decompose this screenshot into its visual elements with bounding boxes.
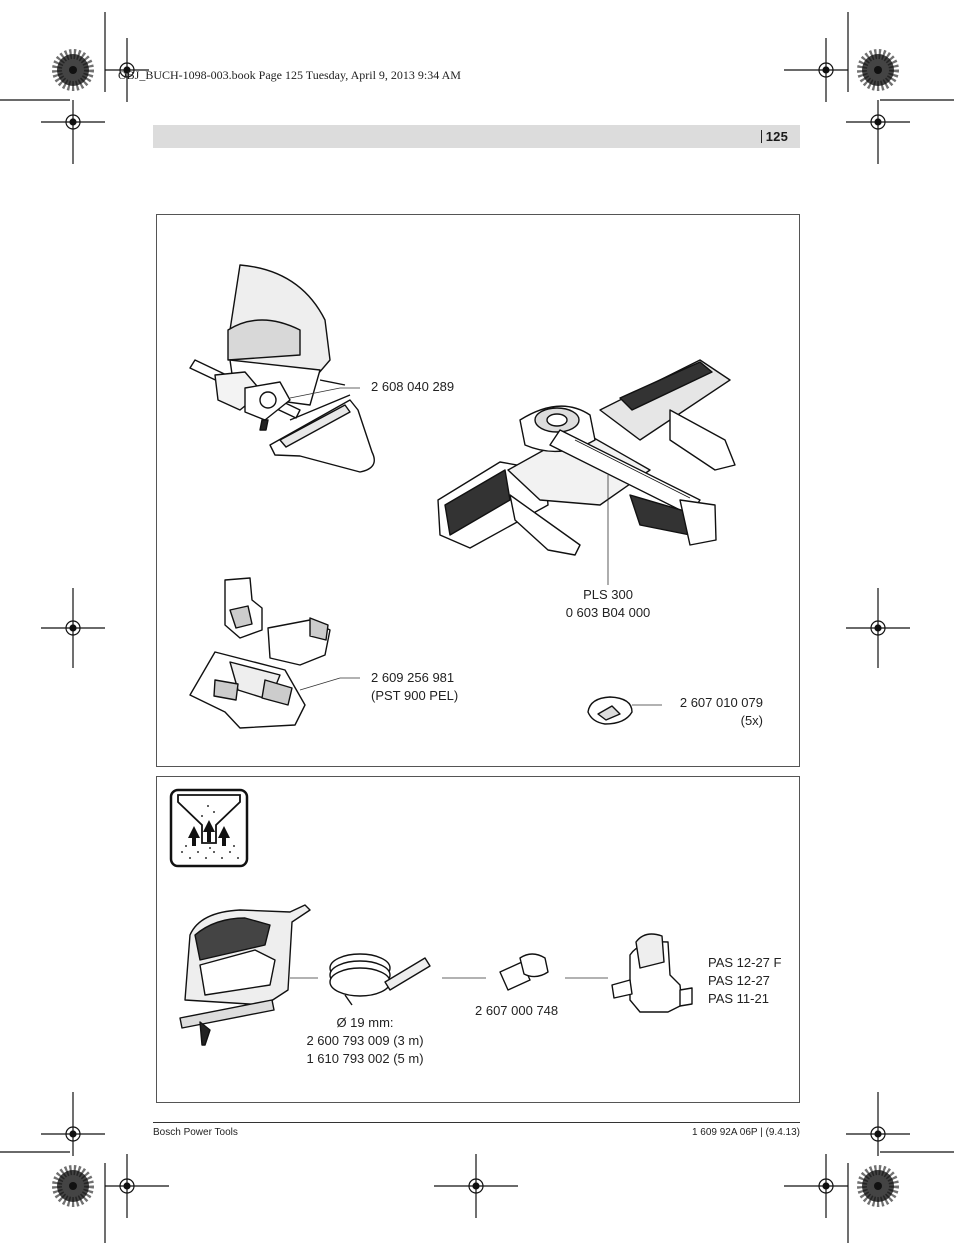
guide-part-number: 2 608 040 289 bbox=[371, 379, 455, 394]
vacuum-model-3: PAS 11-21 bbox=[708, 991, 769, 1006]
hose-3m-number: 2 600 793 009 (3 m) bbox=[306, 1033, 424, 1048]
pls-number: 0 603 B04 000 bbox=[565, 605, 651, 620]
hose-5m-number: 1 610 793 002 (5 m) bbox=[306, 1051, 424, 1066]
hose-diameter: Ø 19 mm: bbox=[336, 1015, 394, 1030]
plate-model: (PST 900 PEL) bbox=[371, 688, 459, 703]
page-number-text: 125 bbox=[765, 129, 788, 144]
footer-brand: Bosch Power Tools bbox=[153, 1127, 238, 1138]
splinter-quantity: (5x) bbox=[740, 713, 763, 728]
adapter-part-number: 2 607 000 748 bbox=[475, 1003, 559, 1018]
plate-part-number: 2 609 256 981 bbox=[371, 670, 455, 685]
splinter-part-number: 2 607 010 079 bbox=[679, 695, 763, 710]
vacuum-model-2: PAS 12-27 bbox=[708, 973, 770, 988]
footer-rule bbox=[153, 1122, 800, 1123]
print-slug: OBJ_BUCH-1098-003.book Page 125 Tuesday, April 9, 2013 9:34 AM bbox=[118, 68, 461, 82]
pls-name: PLS 300 bbox=[583, 587, 633, 602]
footer-docnumber: 1 609 92A 06P | (9.4.13) bbox=[691, 1127, 800, 1138]
vacuum-model-1: PAS 12-27 F bbox=[708, 955, 782, 970]
